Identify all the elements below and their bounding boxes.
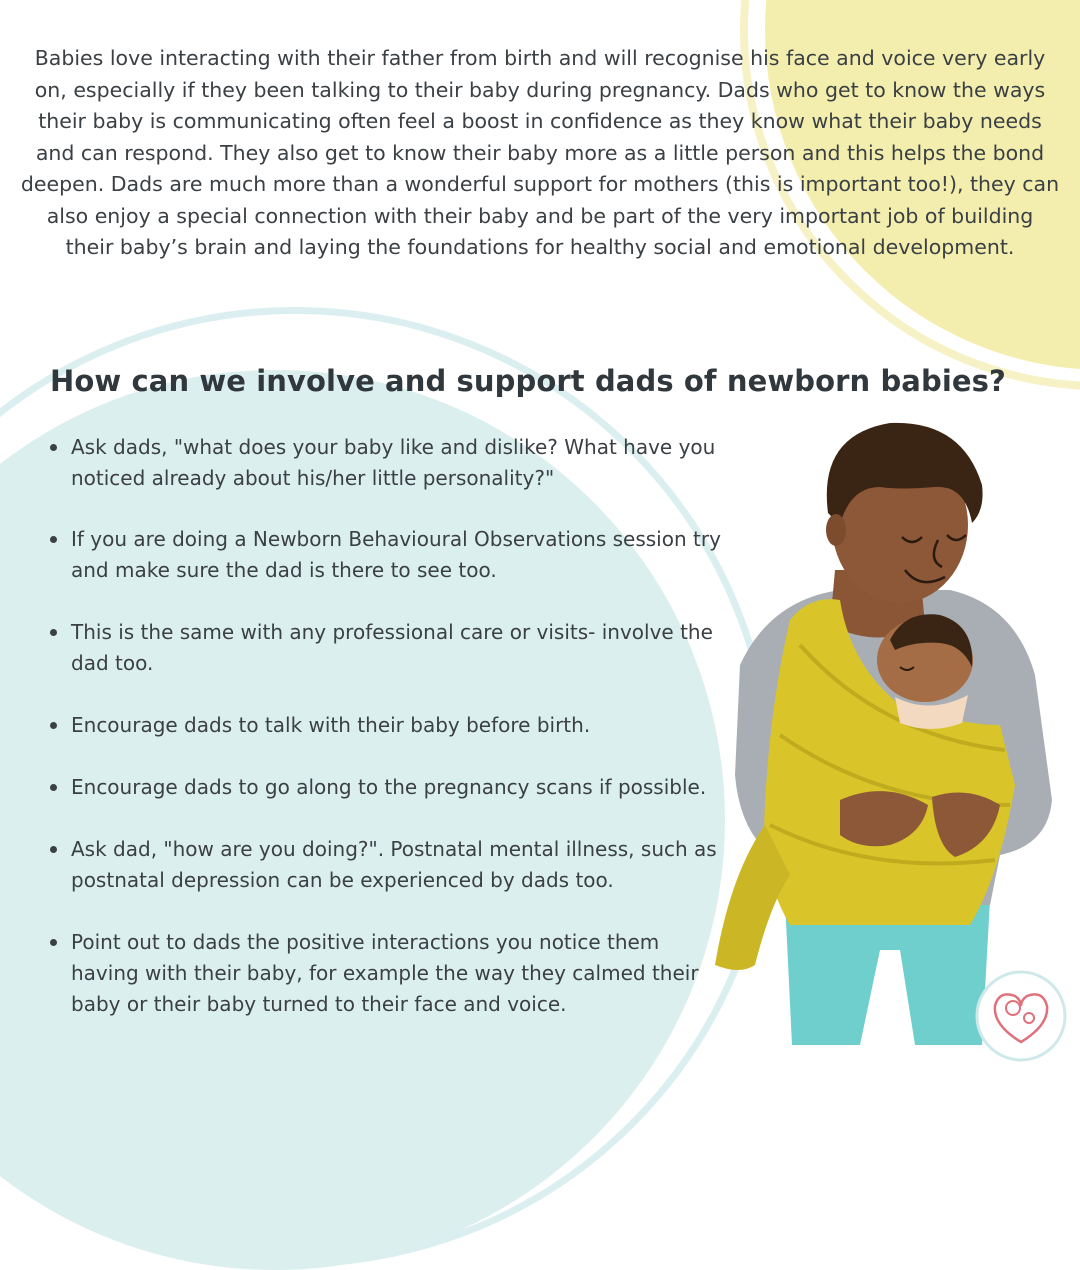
bullet-icon — [50, 536, 57, 543]
bullet-icon — [50, 722, 57, 729]
intro-paragraph: Babies love interacting with their father from birth and will recognise his face and voice very early on, especially if they been talking to their baby during pregnancy. Dads who get to know the ways their baby is communicating often feel a boost in confidence as they know what their baby needs and can respond. They also get to know their baby more as a little person and this helps the bond deepen. Dads are much more than a wonderful support for mothers (this is important too!), they can also enjoy a special connection with their baby and be part of the very important job of building their baby’s brain and laying the foundations for healthy social and emotional development. — [20, 46, 1060, 259]
bullet-icon — [50, 444, 57, 451]
tip-item — [50, 927, 730, 1020]
tip-text: Point out to dads the positive interactions you notice them having with their baby, for example the way they calmed their baby or their baby turned to their face and voice. — [71, 930, 699, 1016]
tips-list — [50, 432, 730, 1020]
tip-text: Encourage dads to talk with their baby before birth. — [71, 713, 591, 737]
parent-baby-heart-logo — [975, 970, 1067, 1062]
tip-item — [50, 772, 730, 834]
dad-ear — [826, 514, 846, 546]
tip-text: Encourage dads to go along to the pregnancy scans if possible. — [71, 775, 707, 799]
tip-text: Ask dads, "what does your baby like and dislike? What have you noticed already about his/her little personality?" — [71, 435, 716, 490]
tip-item — [50, 524, 730, 617]
tip-item — [50, 432, 730, 524]
bullet-icon — [50, 939, 57, 946]
bullet-icon — [50, 784, 57, 791]
section-heading: How can we involve and support dads of newborn babies? — [50, 364, 1006, 398]
tip-text: If you are doing a Newborn Behavioural Observations session try and make sure the dad is there to see too. — [71, 527, 721, 582]
logo-ring — [977, 972, 1065, 1060]
tip-text: Ask dad, "how are you doing?". Postnatal mental illness, such as postnatal depression can be experienced by dads too. — [71, 837, 717, 892]
bullet-icon — [50, 846, 57, 853]
tip-item — [50, 834, 730, 927]
tip-item — [50, 710, 730, 772]
bullet-icon — [50, 629, 57, 636]
tip-item — [50, 617, 730, 710]
tip-text: This is the same with any professional care or visits- involve the dad too. — [71, 620, 713, 675]
